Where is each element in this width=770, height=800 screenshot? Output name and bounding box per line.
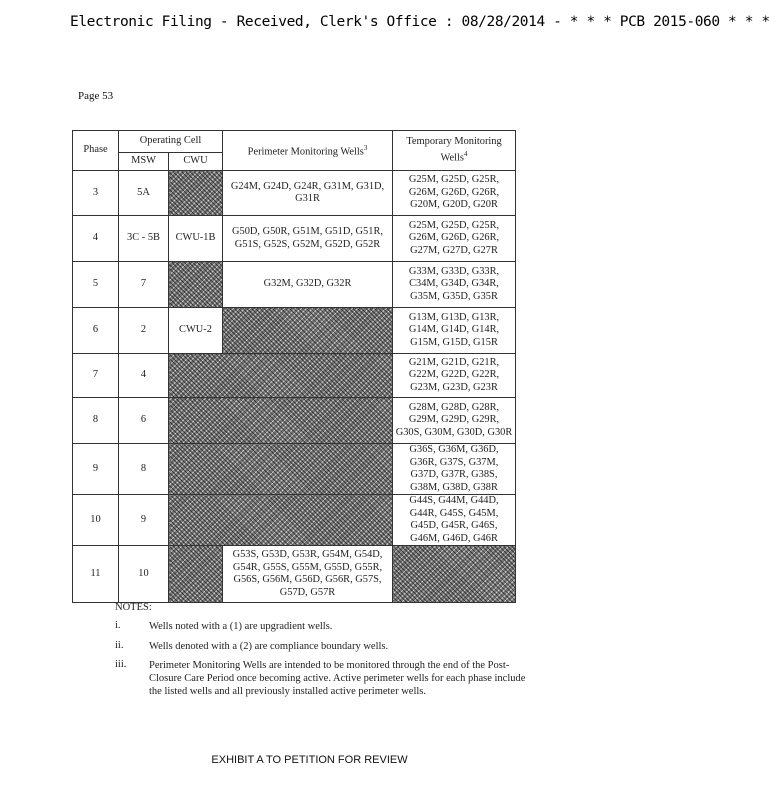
table-row: 6 2 CWU-2 G13M, G13D, G13R, G14M, G14D, G14R, G15M, G15D, G15R	[73, 308, 516, 354]
header-msw: MSW	[119, 153, 169, 171]
table-row: 8 6 G28M, G28D, G28R, G29M, G29D, G29R, G30S, G30M, G30D, G30R	[73, 398, 516, 444]
shaded-cell	[223, 308, 393, 354]
header-cwu: CWU	[169, 153, 223, 171]
table-row: 3 5A G24M, G24D, G24R, G31M, G31D, G31R G25M, G25D, G25R, G26M, G26D, G26R, G20M, G20D, G20R	[73, 171, 516, 216]
shaded-cell	[169, 546, 223, 603]
shaded-cell	[393, 546, 516, 603]
notes-title: NOTES:	[115, 602, 152, 613]
header-operating-cell: Operating Cell	[119, 131, 223, 153]
shaded-cell	[169, 444, 393, 495]
table-row: 5 7 G32M, G32D, G32R G33M, G33D, G33R, C34M, G34D, G34R, G35M, G35D, G35R	[73, 262, 516, 308]
header-perimeter: Perimeter Monitoring Wells$^3$	[223, 131, 393, 171]
table-row: 4 3C - 5B CWU-1B G50D, G50R, G51M, G51D, G51R, G51S, G52S, G52M, G52D, G52R G25M, G25D, G25R, G26M, G26D, G26R, G27M, G27D, G27R	[73, 216, 516, 262]
table-row: 7 4 G21M, G21D, G21R, G22M, G22D, G22R, G23M, G23D, G23R	[73, 354, 516, 398]
monitoring-wells-table	[72, 130, 516, 603]
table-row: 10 9 G44S, G44M, G44D, G44R, G45S, G45M, G45D, G45R, G46S, G46M, G46D, G46R	[73, 495, 516, 546]
exhibit-footer: EXHIBIT A TO PETITION FOR REVIEW	[211, 754, 408, 766]
shaded-cell	[169, 354, 393, 398]
table-row: 11 10 G53S, G53D, G53R, G54M, G54D, G54R, G55S, G55M, G55D, G55R, G56S, G56M, G56D, G56R, G57S, G57D, G57R	[73, 546, 516, 603]
filing-header: Electronic Filing - Received, Clerk's Office : 08/28/2014 - * * * PCB 2015-060 * * *	[70, 14, 770, 30]
shaded-cell	[169, 398, 393, 444]
header-temporary: Temporary Monitoring Wells$^4$	[393, 131, 516, 171]
shaded-cell	[169, 262, 223, 308]
shaded-cell	[169, 171, 223, 216]
page-label: Page 53	[78, 90, 114, 102]
shaded-cell	[169, 495, 393, 546]
table-row: 9 8 G36S, G36M, G36D, G36R, G37S, G37M, G37D, G37R, G38S, G38M, G38D, G38R	[73, 444, 516, 495]
header-phase: Phase	[73, 131, 119, 171]
